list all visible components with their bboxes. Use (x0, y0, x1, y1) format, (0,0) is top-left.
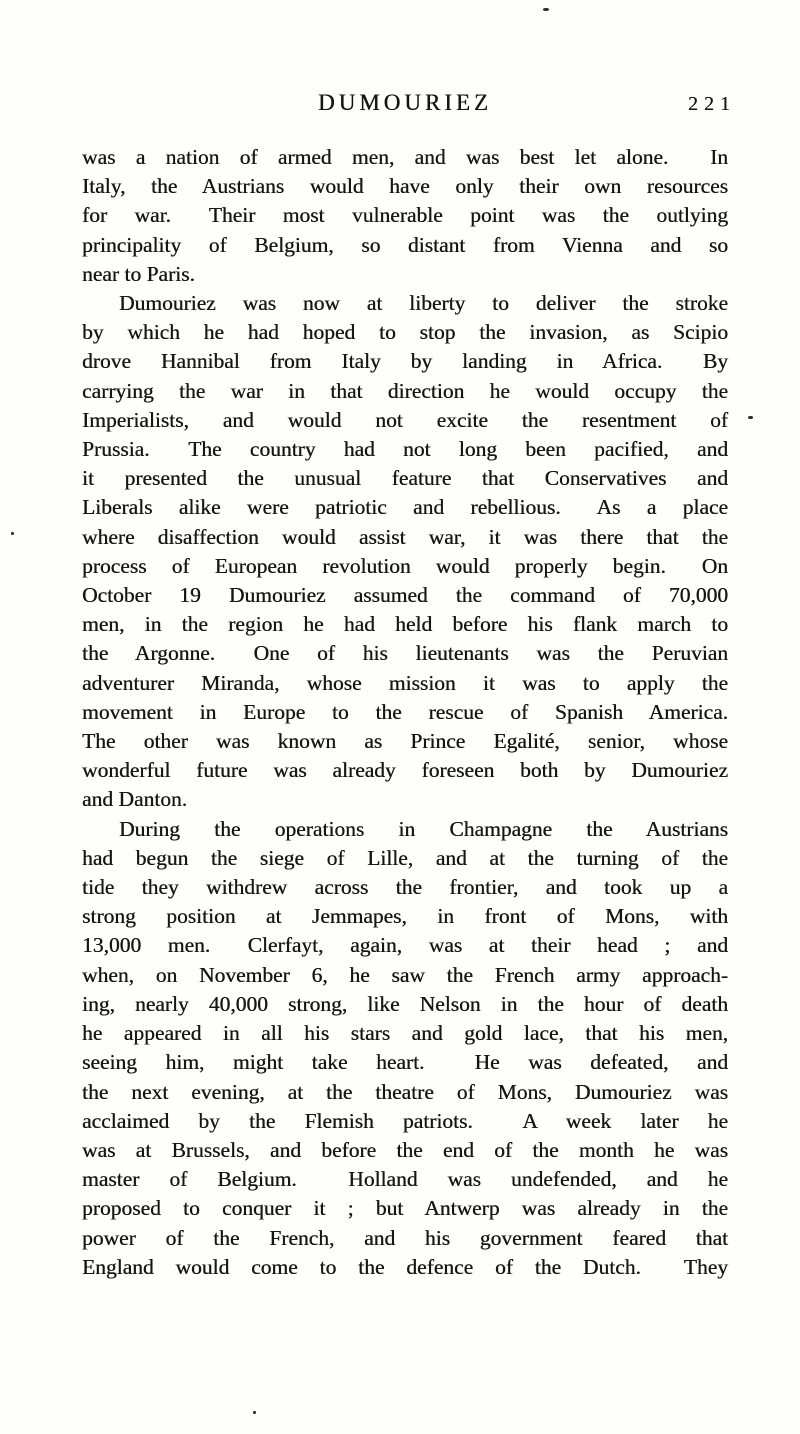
text-line: was a nation of armed men, and was best let alone. In (82, 145, 728, 169)
text-line: for war. Their most vulnerable point was the outlying (82, 203, 728, 228)
paragraph (82, 815, 728, 1282)
text-line: ing, nearly 40,000 strong, like Nelson in the hour of death (82, 991, 728, 1016)
text-line: power of the French, and his government feared that (82, 1225, 728, 1250)
text-line: Imperialists, and would not excite the resentment of (82, 407, 728, 432)
text-line: tide they withdrew across the frontier, and took up a (82, 875, 728, 900)
text-line: the Argonne. One of his lieutenants was the Peruvian (82, 641, 728, 666)
paragraph (82, 143, 728, 289)
page-body (82, 143, 728, 1282)
text-line: England would come to the defence of the Dutch. They (82, 1254, 728, 1279)
text-line: strong position at Jemmapes, in front of Mons, with (82, 904, 728, 929)
page-header-title: DUMOURIEZ (318, 90, 492, 115)
text-line: and Danton. (82, 787, 188, 812)
text-line: movement in Europe to the rescue of Spanish America. (82, 699, 728, 724)
text-line: wonderful future was already foreseen both by Dumouriez (82, 758, 728, 783)
text-line: During the operations in Champagne the Austrians (119, 816, 728, 841)
text-line: proposed to conquer it ; but Antwerp was already in the (82, 1196, 728, 1221)
text-line: acclaimed by the Flemish patriots. A week later he (82, 1108, 728, 1133)
running-head (82, 90, 736, 120)
text-line: Dumouriez was now at liberty to deliver the stroke (119, 291, 728, 316)
text-line: Liberals alike were patriotic and rebellious. As a place (82, 495, 728, 520)
text-line: he appeared in all his stars and gold lace, that his men, (82, 1021, 728, 1046)
text-line: Italy, the Austrians would have only their own resources (82, 174, 728, 199)
text-line: process of European revolution would properly begin. On (82, 553, 728, 578)
text-line: men, in the region he had held before his flank march to (82, 612, 728, 637)
scan-speck (253, 1411, 256, 1414)
text-line: seeing him, might take heart. He was defeated, and (82, 1050, 728, 1075)
scan-speck (748, 416, 753, 419)
text-line: 13,000 men. Clerfayt, again, was at their head ; and (82, 933, 728, 958)
text-line: when, on November 6, he saw the French army approach- (82, 962, 728, 987)
text-line: The other was known as Prince Egalité, senior, whose (82, 729, 728, 754)
text-line: drove Hannibal from Italy by landing in Africa. By (82, 349, 728, 374)
text-line: had begun the siege of Lille, and at the turning of the (82, 845, 728, 870)
text-line: Prussia. The country had not long been pacified, and (82, 437, 728, 462)
text-line: master of Belgium. Holland was undefended, and he (82, 1167, 728, 1192)
page-number: 221 (688, 93, 736, 115)
text-line: carrying the war in that direction he would occupy the (82, 378, 728, 403)
text-line: adventurer Miranda, whose mission it was to apply the (82, 670, 728, 695)
text-line: near to Paris. (82, 261, 195, 286)
text-line: October 19 Dumouriez assumed the command of 70,000 (82, 583, 728, 608)
text-line: principality of Belgium, so distant from Vienna and so (82, 232, 728, 257)
scan-speck (11, 532, 14, 535)
text-line: was at Brussels, and before the end of the month he was (82, 1137, 728, 1162)
text-line: where disaffection would assist war, it was there that the (82, 524, 728, 549)
scan-speck (543, 8, 549, 11)
paragraph (82, 289, 728, 815)
text-line: by which he had hoped to stop the invasion, as Scipio (82, 320, 728, 345)
text-line: the next evening, at the theatre of Mons, Dumouriez was (82, 1079, 728, 1104)
text-line: it presented the unusual feature that Conservatives and (82, 466, 728, 491)
